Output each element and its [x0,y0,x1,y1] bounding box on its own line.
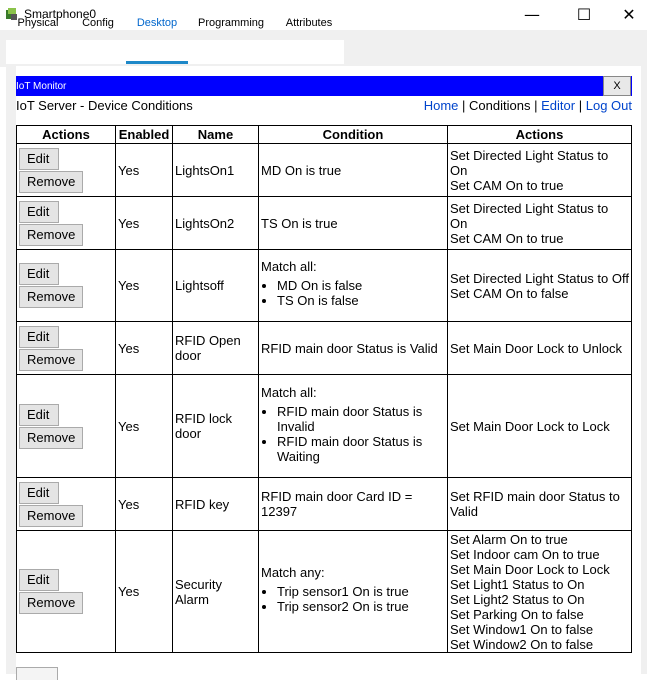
action-line: Set Light1 Status to On [450,576,585,592]
condition-item: • MD On is false [277,278,445,293]
action-line: Set CAM On to true [450,177,564,193]
col-result-actions-header: Actions [448,126,632,144]
edit-button[interactable]: Edit [19,148,59,170]
window-title: Smartphone0 [24,7,97,21]
nav-editor-link[interactable]: Editor [541,98,576,113]
name-cell: RFID Open door [173,322,259,375]
table-row [17,197,632,250]
action-line: Set Main Door Lock to Lock [450,561,610,577]
row-buttons-cell [17,250,116,322]
tab-programming[interactable]: Programming [197,17,265,29]
actions-cell [448,144,632,197]
table-row [17,531,632,653]
table-row [17,322,632,375]
nav-logout-link[interactable]: Log Out [585,98,632,113]
iot-close-button[interactable]: X [603,76,631,96]
condition-item: • Trip sensor1 On is true [277,584,445,599]
name-cell: Security Alarm [173,531,259,653]
table-row [17,250,632,322]
remove-button[interactable]: Remove [19,171,83,193]
table-row [17,375,632,478]
action-line: Set Window1 On to false [450,621,594,637]
row-buttons-cell [17,375,116,478]
name-cell: RFID lock door [173,375,259,478]
col-condition-header: Condition [259,126,448,144]
condition-list [261,584,445,614]
actions-cell [448,197,632,250]
maximize-button[interactable]: ☐ [576,5,592,24]
condition-match: Match any: [261,565,325,580]
edit-button[interactable]: Edit [19,482,59,504]
minimize-button[interactable]: — [524,5,540,24]
row-buttons-cell [17,478,116,531]
action-line: Set Alarm On to true [450,531,568,547]
page-title: IoT Server - Device Conditions [16,98,193,113]
condition-list [261,404,445,464]
enabled-cell: Yes [116,375,173,478]
nav-separator: | [578,98,583,113]
tab-physical[interactable]: Physical [17,17,59,29]
enabled-cell: Yes [116,478,173,531]
action-line: Set Main Door Lock to Lock [450,418,610,434]
edit-button[interactable]: Edit [19,326,59,348]
actions-cell [448,375,632,478]
action-line: Set CAM On to false [450,285,569,301]
row-buttons-cell [17,322,116,375]
enabled-cell: Yes [116,531,173,653]
actions-cell [448,250,632,322]
action-line: Set Directed Light Status to Off [450,270,629,286]
action-line: Set Light2 Status to On [450,591,585,607]
name-cell: RFID key [173,478,259,531]
action-line: Set Parking On to false [450,606,584,622]
edit-button[interactable]: Edit [19,569,59,591]
edit-button[interactable]: Edit [19,404,59,426]
remove-button[interactable]: Remove [19,592,83,614]
nav-conditions-link[interactable]: Conditions [469,98,531,113]
condition-match: Match all: [261,384,317,400]
action-line: Set RFID main door Status to Valid [450,489,620,519]
tab-attributes[interactable]: Attributes [285,17,333,29]
remove-button[interactable]: Remove [19,349,83,371]
table-row [17,478,632,531]
remove-button[interactable]: Remove [19,427,83,449]
condition-item: • RFID main door Status is Waiting [277,434,445,464]
actions-cell [448,531,632,653]
tab-desktop[interactable]: Desktop [136,17,178,29]
tab-config[interactable]: Config [82,17,114,29]
row-buttons-cell [17,531,116,653]
condition-match: Match all: [261,259,317,274]
row-buttons-cell [17,197,116,250]
condition-cell [259,375,448,478]
nav-links [424,98,632,113]
name-cell: Lightsoff [173,250,259,322]
condition-item: • RFID main door Status is Invalid [277,404,445,434]
edit-button[interactable]: Edit [19,201,59,223]
remove-button[interactable]: Remove [19,505,83,527]
action-line: Set Directed Light Status to On [450,200,609,231]
condition-cell [259,250,448,322]
nav-home-link[interactable]: Home [423,98,459,113]
enabled-cell: Yes [116,144,173,197]
condition-item: • TS On is false [277,293,445,308]
name-cell: LightsOn2 [173,197,259,250]
condition-list [261,278,445,308]
remove-button[interactable]: Remove [19,224,83,246]
condition-cell: MD On is true [259,144,448,197]
table-row [17,144,632,197]
table-header-row [17,126,632,144]
action-line: Set Directed Light Status to On [450,147,609,178]
col-name-header: Name [173,126,259,144]
condition-cell: RFID main door Status is Valid [259,322,448,375]
iot-monitor-header [16,76,632,96]
edit-button[interactable]: Edit [19,263,59,285]
col-enabled-header: Enabled [116,126,173,144]
name-cell: LightsOn1 [173,144,259,197]
action-line: Set CAM On to true [450,230,564,246]
nav-separator: | [534,98,538,113]
remove-button[interactable]: Remove [19,286,83,308]
actions-cell [448,478,632,531]
action-line: Set Indoor cam On to true [450,546,600,562]
iot-monitor-title: IoT Monitor [16,81,67,92]
col-actions-header: Actions [17,126,116,144]
enabled-cell: Yes [116,322,173,375]
conditions-table [16,125,632,653]
action-line: Set Main Door Lock to Unlock [450,340,622,356]
enabled-cell: Yes [116,197,173,250]
actions-cell [448,322,632,375]
condition-item: • Trip sensor2 On is true [277,599,445,614]
row-buttons-cell [17,144,116,197]
condition-cell: RFID main door Card ID = 12397 [259,478,448,531]
action-line: Set Window2 On to false [450,636,594,652]
close-window-button[interactable]: ✕ [622,5,636,24]
active-tab-indicator [126,61,188,64]
enabled-cell: Yes [116,250,173,322]
condition-cell: TS On is true [259,197,448,250]
condition-cell [259,531,448,653]
nav-separator: | [462,98,466,113]
